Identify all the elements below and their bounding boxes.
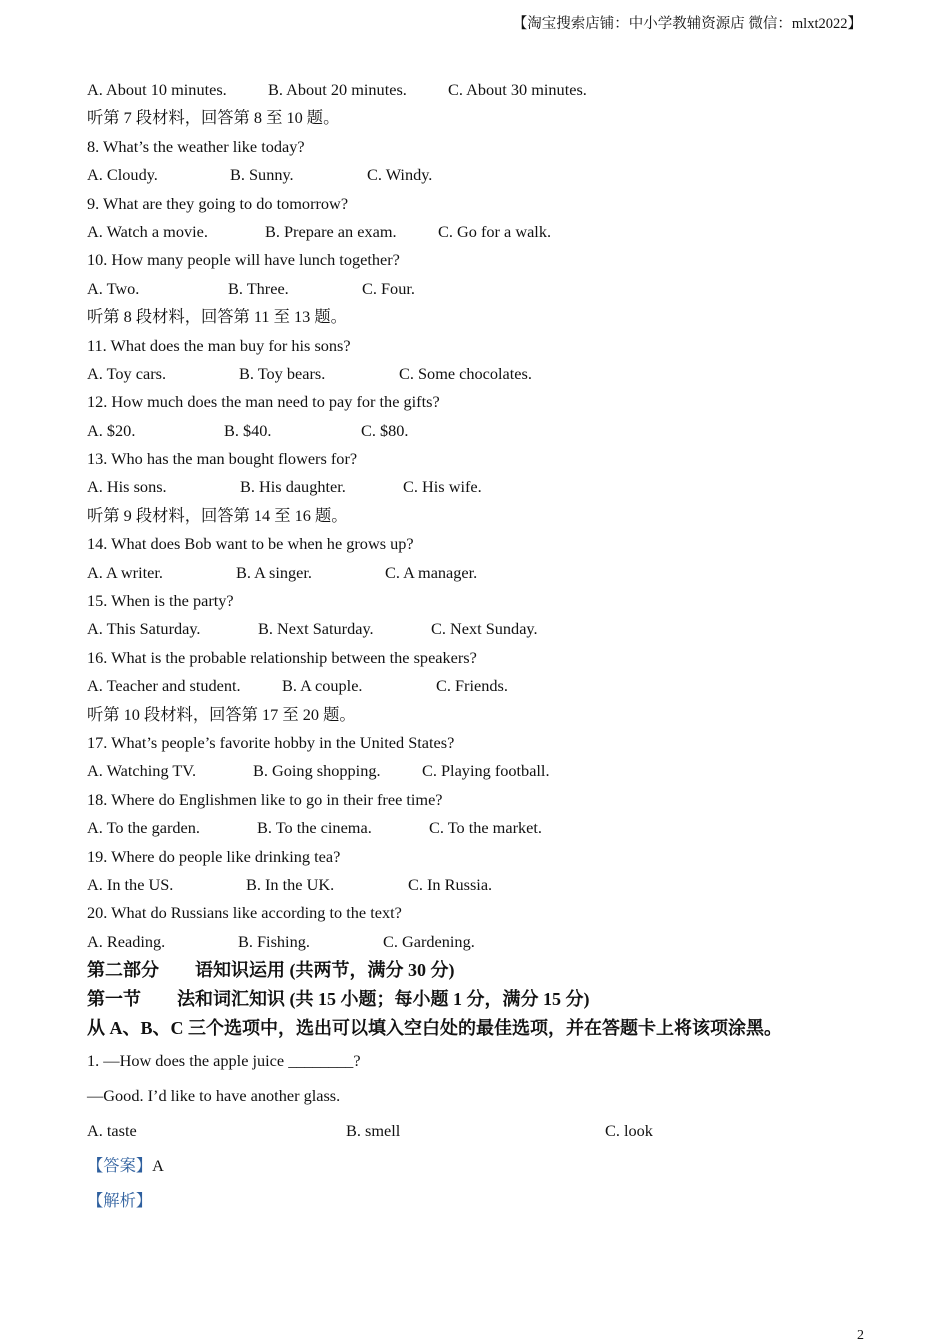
option-c: C. Windy. [367, 165, 433, 185]
section-heading-8: 听第 8 段材料，回答第 11 至 13 题。 [87, 307, 347, 327]
option-a: A. Two. [87, 278, 140, 298]
page-header: 【淘宝搜索店铺：中小学教辅资源店 微信：mlxt2022】 [512, 16, 862, 32]
option-c: C. About 30 minutes. [448, 80, 587, 99]
option-b: B. Three. [228, 278, 289, 298]
option-c: C. Four. [362, 278, 415, 298]
question-13: 13. Who has the man bought flowers for? [87, 449, 358, 469]
q15-options [87, 615, 877, 643]
q7-options [87, 76, 877, 104]
option-b: B. Prepare an exam. [265, 221, 397, 241]
option-a: A. Watching TV. [87, 761, 197, 781]
q18-options [87, 814, 877, 842]
option-b: B. In the UK. [246, 874, 335, 894]
section-heading-9: 听第 9 段材料，回答第 14 至 16 题。 [87, 505, 348, 525]
option-a: A. In the US. [87, 874, 174, 894]
option-b: B. Toy bears. [239, 363, 326, 383]
option-a: A. To the garden. [87, 818, 200, 838]
option-a: A. Reading. [87, 931, 166, 951]
option-a: A. A writer. [87, 562, 163, 582]
question-14: 14. What does Bob want to be when he grows up? [87, 534, 414, 554]
q8-options [87, 161, 877, 189]
answer-value: A [152, 1156, 164, 1176]
option-b: B. $40. [224, 420, 272, 440]
option-c: C. Friends. [436, 676, 508, 696]
question-16: 16. What is the probable relationship between the speakers? [87, 647, 477, 667]
grammar-q1-options [87, 1113, 877, 1148]
option-b: B. Fishing. [238, 931, 310, 951]
option-a: A. Watch a movie. [87, 221, 208, 241]
q19-options [87, 871, 877, 899]
option-c: C. look [605, 1121, 653, 1141]
part-2-title: 第二部分 语知识运用 (共两节，满分 30 分) [87, 960, 455, 981]
option-b: B. smell [346, 1121, 401, 1141]
option-c: C. In Russia. [408, 874, 493, 894]
option-a: A. His sons. [87, 477, 167, 497]
option-b: B. Going shopping. [253, 761, 381, 781]
page-number: 2 [857, 1328, 864, 1343]
option-a: A. Cloudy. [87, 165, 158, 185]
option-c: C. Gardening. [383, 931, 475, 951]
option-c: C. To the market. [429, 818, 542, 838]
q12-options [87, 417, 877, 445]
analysis-label: 【解析】 [87, 1191, 153, 1211]
grammar-question-1-reply: —Good. I’d like to have another glass. [87, 1086, 341, 1106]
option-c: C. A manager. [385, 562, 478, 582]
section-heading-7: 听第 7 段材料，回答第 8 至 10 题。 [87, 108, 340, 128]
question-15: 15. When is the party? [87, 591, 234, 611]
option-a: A. About 10 minutes. [87, 80, 227, 99]
option-a: A. This Saturday. [87, 619, 201, 639]
question-11: 11. What does the man buy for his sons? [87, 335, 351, 355]
option-c: C. Playing football. [422, 761, 550, 781]
option-c: C. $80. [361, 420, 409, 440]
analysis-row [87, 1183, 877, 1218]
option-a: A. Teacher and student. [87, 676, 241, 696]
question-9: 9. What are they going to do tomorrow? [87, 193, 349, 213]
option-b: B. A singer. [236, 562, 312, 582]
answer-row [87, 1148, 877, 1183]
q20-options [87, 928, 877, 956]
option-a: A. Toy cars. [87, 363, 167, 383]
option-b: B. To the cinema. [257, 818, 372, 838]
q9-options [87, 218, 877, 246]
question-19: 19. Where do people like drinking tea? [87, 846, 341, 866]
section-1-title: 第一节 法和词汇知识 (共 15 小题；每小题 1 分，满分 15 分) [87, 989, 590, 1010]
option-b: B. About 20 minutes. [268, 80, 407, 99]
document-body [87, 76, 877, 1218]
q13-options [87, 473, 877, 501]
option-c: C. Next Sunday. [431, 619, 538, 639]
q10-options [87, 275, 877, 303]
option-b: B. Next Saturday. [258, 619, 374, 639]
question-12: 12. How much does the man need to pay for the gifts? [87, 392, 440, 412]
option-b: B. A couple. [282, 676, 363, 696]
question-8: 8. What’s the weather like today? [87, 136, 305, 156]
option-c: C. His wife. [403, 477, 482, 497]
q17-options [87, 757, 877, 785]
question-18: 18. Where do Englishmen like to go in their free time? [87, 789, 443, 809]
question-20: 20. What do Russians like according to the text? [87, 903, 402, 923]
q14-options [87, 559, 877, 587]
option-b: B. Sunny. [230, 165, 294, 185]
q16-options [87, 672, 877, 700]
answer-label: 【答案】 [87, 1156, 153, 1176]
section-heading-10: 听第 10 段材料，回答第 17 至 20 题。 [87, 704, 356, 724]
option-a: A. $20. [87, 420, 136, 440]
q11-options [87, 360, 877, 388]
option-a: A. taste [87, 1121, 137, 1141]
grammar-question-1: 1. —How does the apple juice ________? [87, 1051, 361, 1071]
question-10: 10. How many people will have lunch together? [87, 250, 400, 270]
instruction: 从 A、B、C 三个选项中，选出可以填入空白处的最佳选项，并在答题卡上将该项涂黑。 [87, 1018, 783, 1039]
question-17: 17. What’s people’s favorite hobby in the United States? [87, 732, 455, 752]
option-c: C. Some chocolates. [399, 363, 532, 383]
option-c: C. Go for a walk. [438, 221, 552, 241]
option-b: B. His daughter. [240, 477, 346, 497]
